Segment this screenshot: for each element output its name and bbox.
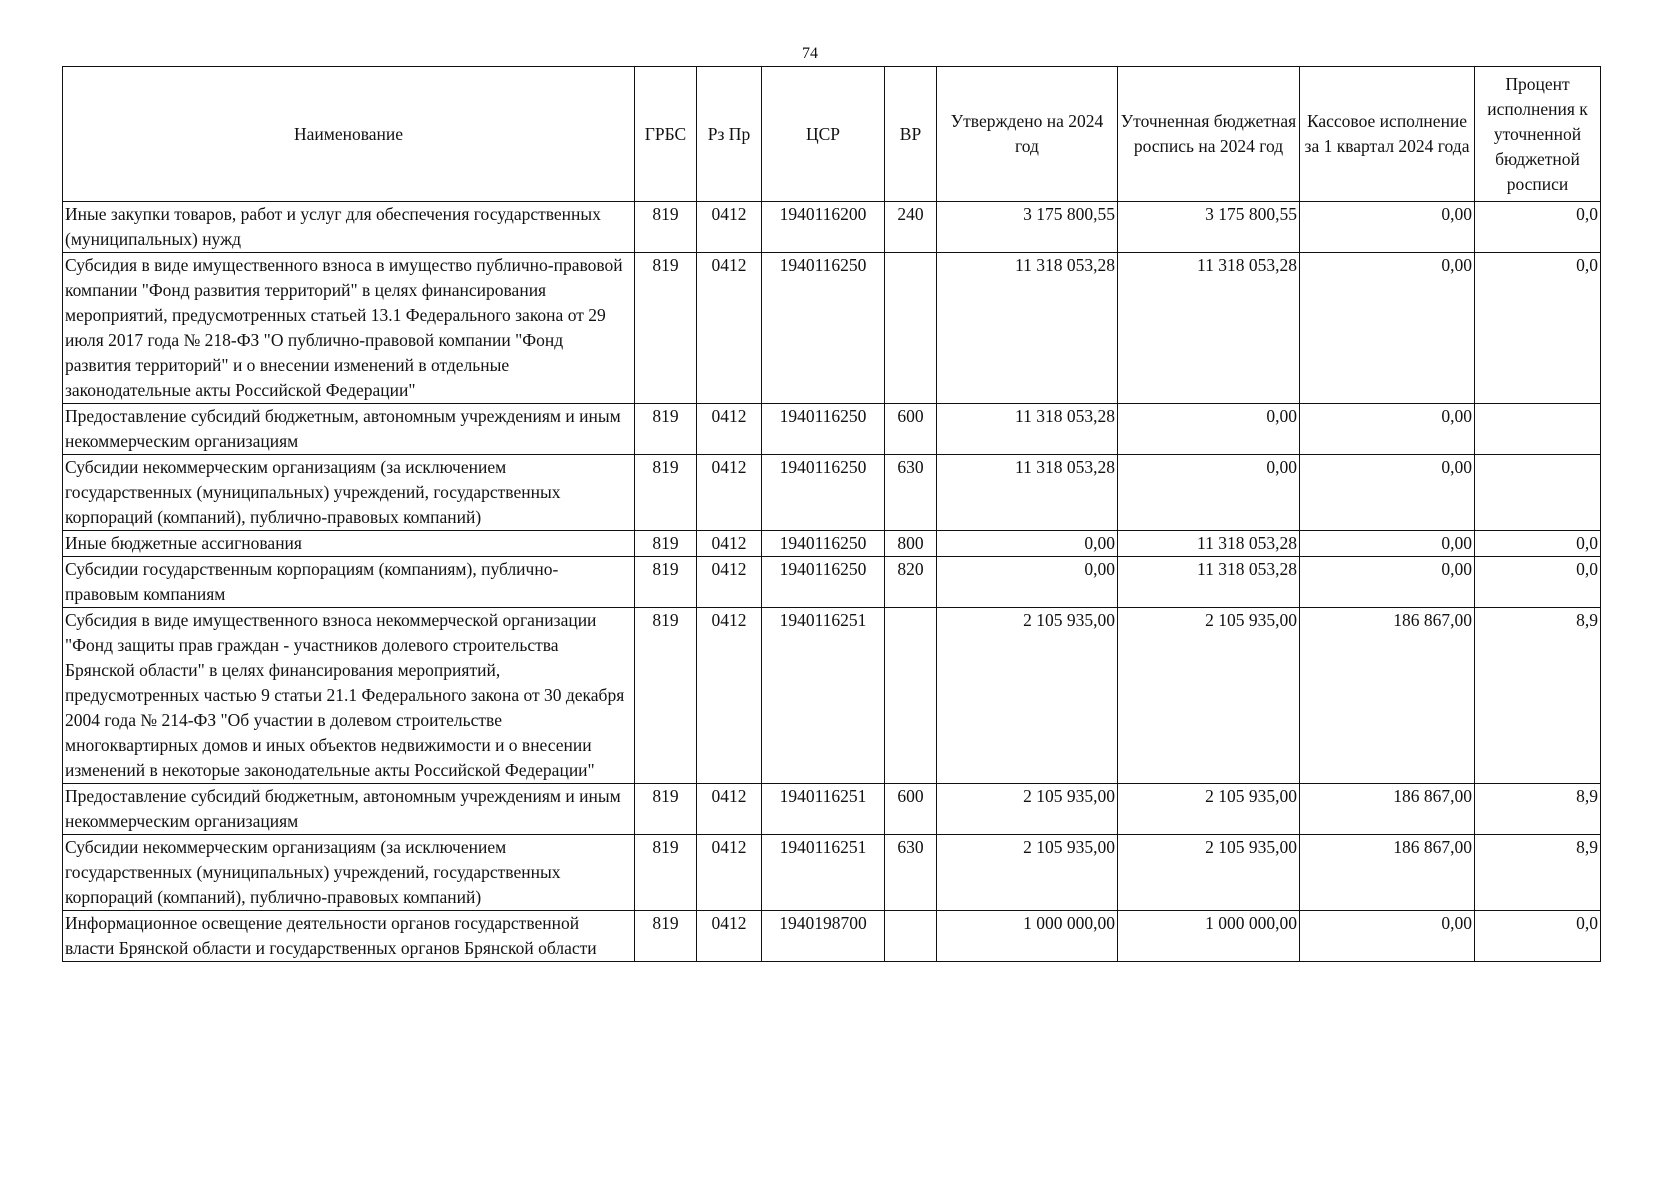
table-row bbox=[63, 202, 1601, 253]
cell-refined: 3 175 800,55 bbox=[1118, 202, 1300, 253]
cell-grbs: 819 bbox=[635, 911, 697, 962]
cell-refined: 11 318 053,28 bbox=[1118, 557, 1300, 608]
cell-csr: 1940116250 bbox=[762, 253, 885, 404]
cell-csr: 1940116250 bbox=[762, 557, 885, 608]
cell-refined: 1 000 000,00 bbox=[1118, 911, 1300, 962]
cell-percent bbox=[1475, 404, 1601, 455]
table-row bbox=[63, 835, 1601, 911]
cell-csr: 1940116200 bbox=[762, 202, 885, 253]
cell-rzpr: 0412 bbox=[697, 784, 762, 835]
cell-csr: 1940116251 bbox=[762, 784, 885, 835]
cell-grbs: 819 bbox=[635, 608, 697, 784]
cell-rzpr: 0412 bbox=[697, 253, 762, 404]
cell-cash: 186 867,00 bbox=[1300, 608, 1475, 784]
cell-name: Субсидия в виде имущественного взноса в имущество публично-правовой компании "Фонд развития территорий" в целях финансирования мероприятий, предусмотренных статьей 13.1 Федерального закона от 29 июля 2017 года № 218-ФЗ "О публично-правовой компании "Фонд развития территорий" и о внесении изменений в отдельные законодательные акты Российской Федерации" bbox=[63, 253, 635, 404]
header-csr: ЦСР bbox=[762, 67, 885, 202]
table-row bbox=[63, 455, 1601, 531]
table-row bbox=[63, 557, 1601, 608]
cell-vr: 240 bbox=[885, 202, 937, 253]
cell-name: Субсидия в виде имущественного взноса некоммерческой организации "Фонд защиты прав граждан - участников долевого строительства Брянской области" в целях финансирования мероприятий, предусмотренных частью 9 статьи 21.1 Федерального закона от 30 декабря 2004 года № 214-ФЗ "Об участии в долевом строительстве многоквартирных домов и иных объектов недвижимости и о внесении изменений в некоторые законодательные акты Российской Федерации" bbox=[63, 608, 635, 784]
cell-percent: 0,0 bbox=[1475, 253, 1601, 404]
table-header-row bbox=[63, 67, 1601, 202]
cell-grbs: 819 bbox=[635, 557, 697, 608]
cell-approved: 2 105 935,00 bbox=[937, 608, 1118, 784]
cell-refined: 2 105 935,00 bbox=[1118, 608, 1300, 784]
cell-approved: 3 175 800,55 bbox=[937, 202, 1118, 253]
page-number: 74 bbox=[802, 45, 818, 62]
cell-rzpr: 0412 bbox=[697, 557, 762, 608]
cell-name: Субсидии государственным корпорациям (компаниям), публично-правовым компаниям bbox=[63, 557, 635, 608]
cell-refined: 0,00 bbox=[1118, 404, 1300, 455]
cell-approved: 1 000 000,00 bbox=[937, 911, 1118, 962]
header-vr: ВР bbox=[885, 67, 937, 202]
cell-refined: 2 105 935,00 bbox=[1118, 784, 1300, 835]
cell-percent: 0,0 bbox=[1475, 911, 1601, 962]
cell-grbs: 819 bbox=[635, 404, 697, 455]
cell-percent bbox=[1475, 455, 1601, 531]
cell-approved: 11 318 053,28 bbox=[937, 404, 1118, 455]
cell-vr bbox=[885, 608, 937, 784]
cell-grbs: 819 bbox=[635, 202, 697, 253]
table-row bbox=[63, 253, 1601, 404]
cell-grbs: 819 bbox=[635, 455, 697, 531]
cell-csr: 1940116250 bbox=[762, 531, 885, 557]
cell-rzpr: 0412 bbox=[697, 911, 762, 962]
cell-cash: 0,00 bbox=[1300, 531, 1475, 557]
header-rzpr: Рз Пр bbox=[697, 67, 762, 202]
cell-csr: 1940116251 bbox=[762, 835, 885, 911]
cell-rzpr: 0412 bbox=[697, 531, 762, 557]
cell-refined: 11 318 053,28 bbox=[1118, 531, 1300, 557]
cell-vr: 820 bbox=[885, 557, 937, 608]
cell-name: Субсидии некоммерческим организациям (за исключением государственных (муниципальных) учреждений, государственных корпораций (компаний), публично-правовых компаний) bbox=[63, 455, 635, 531]
cell-cash: 0,00 bbox=[1300, 253, 1475, 404]
cell-vr: 630 bbox=[885, 835, 937, 911]
cell-cash: 0,00 bbox=[1300, 911, 1475, 962]
cell-percent: 8,9 bbox=[1475, 784, 1601, 835]
cell-cash: 186 867,00 bbox=[1300, 784, 1475, 835]
cell-approved: 0,00 bbox=[937, 531, 1118, 557]
cell-cash: 0,00 bbox=[1300, 455, 1475, 531]
cell-approved: 2 105 935,00 bbox=[937, 784, 1118, 835]
cell-grbs: 819 bbox=[635, 253, 697, 404]
table-row bbox=[63, 608, 1601, 784]
cell-name: Субсидии некоммерческим организациям (за исключением государственных (муниципальных) учреждений, государственных корпораций (компаний), публично-правовых компаний) bbox=[63, 835, 635, 911]
cell-percent: 0,0 bbox=[1475, 202, 1601, 253]
cell-rzpr: 0412 bbox=[697, 455, 762, 531]
cell-cash: 186 867,00 bbox=[1300, 835, 1475, 911]
cell-name: Предоставление субсидий бюджетным, автономным учреждениям и иным некоммерческим организациям bbox=[63, 784, 635, 835]
cell-vr bbox=[885, 911, 937, 962]
cell-rzpr: 0412 bbox=[697, 835, 762, 911]
cell-cash: 0,00 bbox=[1300, 202, 1475, 253]
cell-percent: 8,9 bbox=[1475, 608, 1601, 784]
budget-table bbox=[62, 66, 1601, 962]
cell-name: Информационное освещение деятельности органов государственной власти Брянской области и государственных органов Брянской области bbox=[63, 911, 635, 962]
header-name: Наименование bbox=[63, 67, 635, 202]
cell-vr bbox=[885, 253, 937, 404]
cell-csr: 1940116250 bbox=[762, 455, 885, 531]
cell-csr: 1940198700 bbox=[762, 911, 885, 962]
cell-refined: 11 318 053,28 bbox=[1118, 253, 1300, 404]
cell-vr: 600 bbox=[885, 784, 937, 835]
cell-cash: 0,00 bbox=[1300, 557, 1475, 608]
cell-percent: 0,0 bbox=[1475, 531, 1601, 557]
cell-vr: 630 bbox=[885, 455, 937, 531]
cell-cash: 0,00 bbox=[1300, 404, 1475, 455]
cell-vr: 600 bbox=[885, 404, 937, 455]
cell-csr: 1940116251 bbox=[762, 608, 885, 784]
cell-percent: 8,9 bbox=[1475, 835, 1601, 911]
cell-rzpr: 0412 bbox=[697, 608, 762, 784]
header-approved: Утверждено на 2024 год bbox=[937, 67, 1118, 202]
cell-name: Предоставление субсидий бюджетным, автономным учреждениям и иным некоммерческим организациям bbox=[63, 404, 635, 455]
cell-percent: 0,0 bbox=[1475, 557, 1601, 608]
cell-rzpr: 0412 bbox=[697, 202, 762, 253]
header-grbs: ГРБС bbox=[635, 67, 697, 202]
table-row bbox=[63, 784, 1601, 835]
cell-approved: 2 105 935,00 bbox=[937, 835, 1118, 911]
cell-name: Иные бюджетные ассигнования bbox=[63, 531, 635, 557]
table-row bbox=[63, 531, 1601, 557]
cell-grbs: 819 bbox=[635, 835, 697, 911]
cell-refined: 2 105 935,00 bbox=[1118, 835, 1300, 911]
table-row bbox=[63, 911, 1601, 962]
cell-name: Иные закупки товаров, работ и услуг для обеспечения государственных (муниципальных) нужд bbox=[63, 202, 635, 253]
cell-grbs: 819 bbox=[635, 531, 697, 557]
cell-csr: 1940116250 bbox=[762, 404, 885, 455]
header-percent: Процент исполнения к уточненной бюджетной росписи bbox=[1475, 67, 1601, 202]
cell-approved: 11 318 053,28 bbox=[937, 455, 1118, 531]
cell-rzpr: 0412 bbox=[697, 404, 762, 455]
header-cash: Кассовое исполнение за 1 квартал 2024 года bbox=[1300, 67, 1475, 202]
cell-grbs: 819 bbox=[635, 784, 697, 835]
cell-approved: 11 318 053,28 bbox=[937, 253, 1118, 404]
table-row bbox=[63, 404, 1601, 455]
header-refined: Уточненная бюджетная роспись на 2024 год bbox=[1118, 67, 1300, 202]
cell-vr: 800 bbox=[885, 531, 937, 557]
cell-refined: 0,00 bbox=[1118, 455, 1300, 531]
cell-approved: 0,00 bbox=[937, 557, 1118, 608]
